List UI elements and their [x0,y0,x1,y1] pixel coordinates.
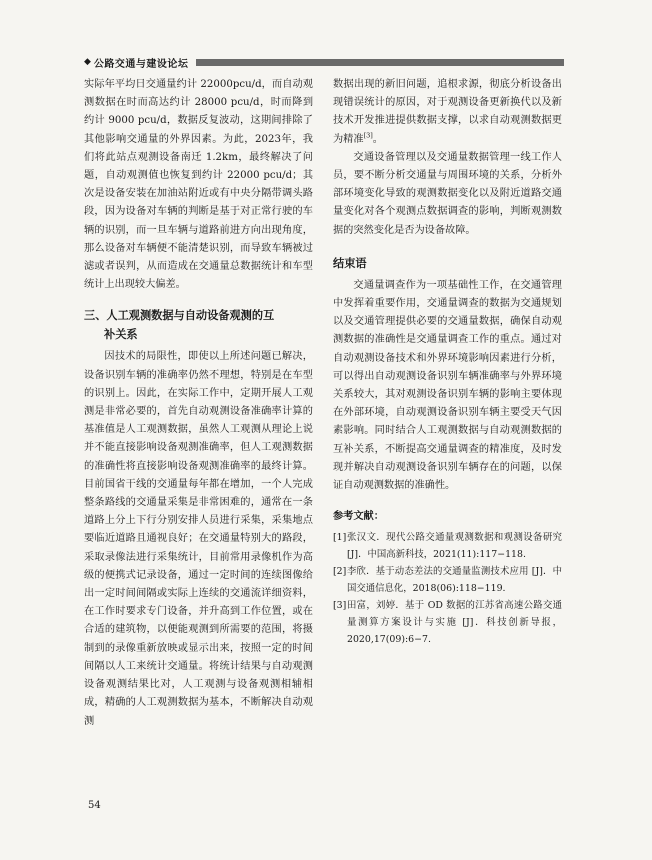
left-column [84,76,313,731]
paragraph: 实际年平均日交通量约计 22000pcu/d，而自动观测数据在时而高达约计 28000 pcu/d，时而降到约计 9000 pcu/d，数据反复波动，这期间排除了其他影响交通量的外界因素。为此，2023年，我们将此站点观测设备南迁 1.2km，最终解决了问题，自动观测值也恢复到约计 22000 pcu/d；其次是设备安装在加油站附近或有中央分隔带调头路段，因为设备对车辆的判断是基于对正常行驶的车辆的识别，而一旦车辆与道路前进方向出现角度，那么设备对车辆便不能清楚识别，而导致车辆被过滤或者误判，从而造成在交通量总数据统计和车型统计上出现较大偏差。 [84,79,313,291]
section-title-line-1: 三、人工观测数据与自动设备观测的互 [84,309,275,323]
reference-item [333,563,562,597]
journal-title: 公路交通与建设论坛 [93,58,189,70]
reference-number: [3] [333,600,347,612]
reference-text: 张汉文．现代公路交通量观测数据和观测设备研究 [J]．中国高新科技，2021(11):117−118. [347,532,562,561]
right-column [333,76,562,648]
paragraph-text: 数据出现的新旧问题，追根求源，彻底分析设备出现错误统计的原因，对于观测设备更新换代以及新技术开发推进提供数据支撑，以求自动观测数据更为精准 [333,79,562,145]
diamond-icon: ◆ [84,57,91,67]
paragraph: 交通量调查作为一项基础性工作，在交通管理中发挥着重要作用，交通量调查的数据为交通规划以及交通管理提供必要的交通量数据，确保自动观测数据的准确性是交通量调查工作的重点。通过对自动观测设备技术和外界环境影响因素进行分析，可以得出自动观测设备识别车辆准确率与外界环境关系较大，其对观测设备识别车辆的影响主要体现在外部环境，自动观测设备识别车辆主要受天气因素影响。同时结合人工观测数据与自动观测数据的互补关系，不断提高交通量调查的精准度，及时发现并解决自动观测设备识别车辆存在的问题，以保证自动观测数据的准确性。 [333,279,562,492]
paragraph-end: 。 [372,133,383,145]
reference-item [333,597,562,648]
paragraph: 交通设备管理以及交通量数据管理一线工作人员，要不断分析交通量与周围环境的关系，分析外部环境变化导致的观测数据变化以及附近道路交通量变化对各个观测点数据调查的影响，判断观测数据的突然变化是否为设备故障。 [333,151,562,236]
conclusion-title: 结束语 [333,256,367,270]
reference-item [333,529,562,563]
paragraph [333,76,562,149]
section-title-line-2: 补关系 [104,328,138,342]
reference-list [333,529,562,648]
reference-number: [1] [333,532,347,544]
paragraph: 因技术的局限性，即使以上所述问题已解决，设备识别车辆的准确率仍然不理想，特别是在车型的识别上。因此，在实际工作中，定期开展人工观测是非常必要的，首先自动观测设备准确率计算的基准值是人工观测数据，虽然人工观测从理论上说并不能直接影响设备观测准确率，但人工观测数据的准确性将直接影响设备观测准确率的最终计算。目前国省干线的交通量每年都在增加，一个人完成整条路线的交通量采集是非常困难的，通常在一条道路上分上下行分别安排人员进行采集，采集地点要临近道路且通视良好；在交通量特别大的路段，采取录像法进行采集统计，目前常用录像机作为高级的便携式记录设备，通过一定时间的连续图像给出一定时间间隔或实际上连续的交通流详细资料，在工作时要求专门设备，并升高到工作位置，或在合适的建筑物，以便能观测到所需要的范围，将摄制到的录像重新放映或显示出来，按照一定的时间间隔以人工来统计交通量。将统计结果与自动观测设备观测结果比对，人工观测与设备观测相辅相成，精确的人工观测数据为基本，不断解决自动观测 [84,351,313,727]
reference-text: 李欣．基于动态差法的交通量监测技术应用 [J]．中国交通信息化，2018(06):118−119. [347,566,562,595]
running-header [84,55,564,69]
page-number: 54 [88,800,101,811]
reference-number: [2] [333,566,347,578]
citation-ref: [3] [363,131,373,140]
reference-text: 田富，刘婷．基于 OD 数据的江苏省高速公路交通量测算方案设计与实施 [J]．科技创新导报，2020,17(09):6−7. [347,600,562,646]
references-title: 参考文献： [333,511,384,523]
header-rule [196,59,564,66]
section-title [84,306,313,344]
